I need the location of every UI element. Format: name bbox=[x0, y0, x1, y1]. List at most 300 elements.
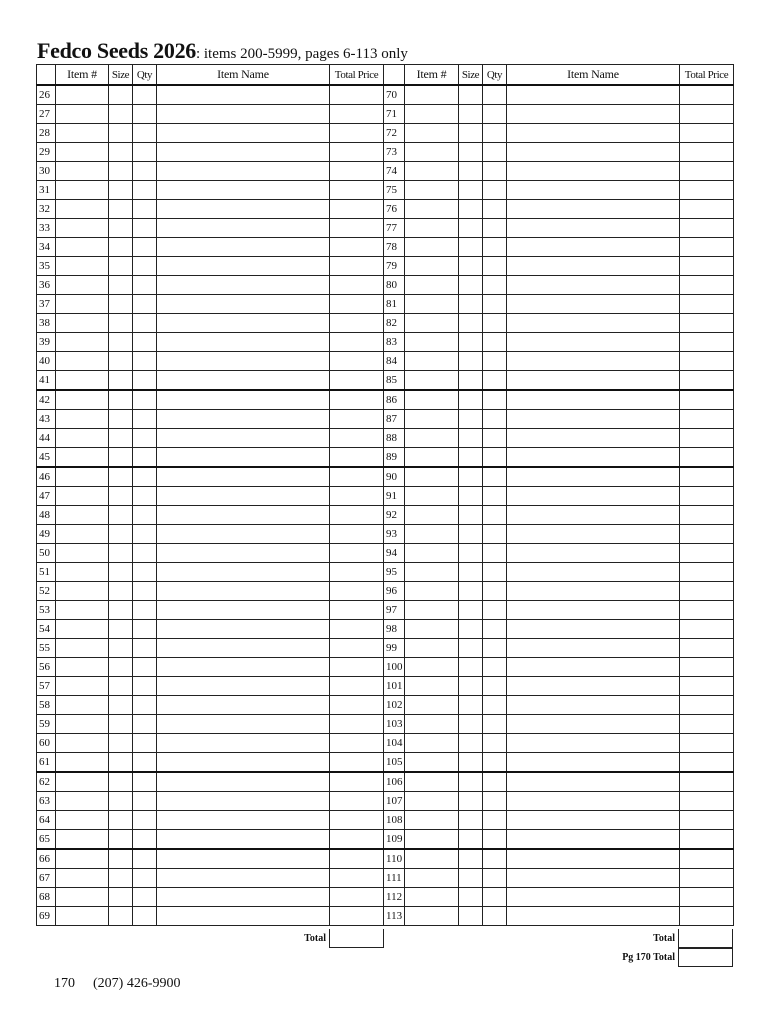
left-size-cell[interactable] bbox=[109, 200, 133, 219]
left-total-price-cell[interactable] bbox=[330, 352, 384, 371]
right-total-price-cell[interactable] bbox=[680, 753, 734, 773]
left-qty-cell[interactable] bbox=[133, 105, 157, 124]
left-item-number-cell[interactable] bbox=[56, 811, 109, 830]
left-item-name-cell[interactable] bbox=[157, 467, 330, 487]
left-total-price-cell[interactable] bbox=[330, 907, 384, 926]
left-item-name-cell[interactable] bbox=[157, 371, 330, 391]
right-item-number-cell[interactable] bbox=[405, 601, 459, 620]
left-total-price-cell[interactable] bbox=[330, 811, 384, 830]
right-qty-cell[interactable] bbox=[483, 563, 507, 582]
right-item-number-cell[interactable] bbox=[405, 582, 459, 601]
right-qty-cell[interactable] bbox=[483, 582, 507, 601]
left-item-number-cell[interactable] bbox=[56, 410, 109, 429]
left-item-name-cell[interactable] bbox=[157, 181, 330, 200]
right-qty-cell[interactable] bbox=[483, 849, 507, 869]
right-item-number-cell[interactable] bbox=[405, 257, 459, 276]
left-total-price-cell[interactable] bbox=[330, 487, 384, 506]
left-qty-cell[interactable] bbox=[133, 582, 157, 601]
right-total-price-cell[interactable] bbox=[680, 582, 734, 601]
left-item-number-cell[interactable] bbox=[56, 314, 109, 333]
right-item-name-cell[interactable] bbox=[507, 696, 680, 715]
left-total-price-cell[interactable] bbox=[330, 849, 384, 869]
left-item-number-cell[interactable] bbox=[56, 429, 109, 448]
left-item-name-cell[interactable] bbox=[157, 276, 330, 295]
right-item-number-cell[interactable] bbox=[405, 658, 459, 677]
right-qty-cell[interactable] bbox=[483, 753, 507, 773]
right-item-number-cell[interactable] bbox=[405, 371, 459, 391]
left-item-number-cell[interactable] bbox=[56, 525, 109, 544]
right-total-price-cell[interactable] bbox=[680, 772, 734, 792]
right-qty-cell[interactable] bbox=[483, 907, 507, 926]
left-qty-cell[interactable] bbox=[133, 181, 157, 200]
left-qty-cell[interactable] bbox=[133, 487, 157, 506]
left-item-number-cell[interactable] bbox=[56, 772, 109, 792]
right-qty-cell[interactable] bbox=[483, 352, 507, 371]
right-size-cell[interactable] bbox=[459, 658, 483, 677]
left-item-number-cell[interactable] bbox=[56, 181, 109, 200]
right-qty-cell[interactable] bbox=[483, 830, 507, 850]
right-size-cell[interactable] bbox=[459, 448, 483, 468]
left-qty-cell[interactable] bbox=[133, 620, 157, 639]
right-size-cell[interactable] bbox=[459, 467, 483, 487]
left-item-number-cell[interactable] bbox=[56, 124, 109, 143]
left-item-name-cell[interactable] bbox=[157, 429, 330, 448]
right-total-price-cell[interactable] bbox=[680, 601, 734, 620]
left-qty-cell[interactable] bbox=[133, 734, 157, 753]
right-item-name-cell[interactable] bbox=[507, 487, 680, 506]
left-item-number-cell[interactable] bbox=[56, 448, 109, 468]
left-size-cell[interactable] bbox=[109, 792, 133, 811]
right-item-name-cell[interactable] bbox=[507, 448, 680, 468]
left-total-price-cell[interactable] bbox=[330, 792, 384, 811]
right-size-cell[interactable] bbox=[459, 429, 483, 448]
right-size-cell[interactable] bbox=[459, 238, 483, 257]
right-total-price-cell[interactable] bbox=[680, 448, 734, 468]
right-qty-cell[interactable] bbox=[483, 601, 507, 620]
left-qty-cell[interactable] bbox=[133, 907, 157, 926]
right-total-price-cell[interactable] bbox=[680, 162, 734, 181]
left-qty-cell[interactable] bbox=[133, 888, 157, 907]
right-size-cell[interactable] bbox=[459, 219, 483, 238]
left-item-number-cell[interactable] bbox=[56, 677, 109, 696]
left-item-number-cell[interactable] bbox=[56, 582, 109, 601]
left-size-cell[interactable] bbox=[109, 601, 133, 620]
left-item-name-cell[interactable] bbox=[157, 200, 330, 219]
right-item-name-cell[interactable] bbox=[507, 219, 680, 238]
left-item-number-cell[interactable] bbox=[56, 295, 109, 314]
right-size-cell[interactable] bbox=[459, 525, 483, 544]
right-item-number-cell[interactable] bbox=[405, 792, 459, 811]
right-qty-cell[interactable] bbox=[483, 811, 507, 830]
right-total-price-cell[interactable] bbox=[680, 181, 734, 200]
left-item-name-cell[interactable] bbox=[157, 792, 330, 811]
left-item-name-cell[interactable] bbox=[157, 849, 330, 869]
left-item-number-cell[interactable] bbox=[56, 639, 109, 658]
right-item-number-cell[interactable] bbox=[405, 314, 459, 333]
right-item-number-cell[interactable] bbox=[405, 200, 459, 219]
right-item-number-cell[interactable] bbox=[405, 410, 459, 429]
left-item-number-cell[interactable] bbox=[56, 544, 109, 563]
right-item-name-cell[interactable] bbox=[507, 620, 680, 639]
right-size-cell[interactable] bbox=[459, 352, 483, 371]
right-item-name-cell[interactable] bbox=[507, 467, 680, 487]
right-size-cell[interactable] bbox=[459, 907, 483, 926]
left-total-price-cell[interactable] bbox=[330, 85, 384, 105]
right-size-cell[interactable] bbox=[459, 487, 483, 506]
left-item-name-cell[interactable] bbox=[157, 314, 330, 333]
left-qty-cell[interactable] bbox=[133, 811, 157, 830]
right-total-price-cell[interactable] bbox=[680, 371, 734, 391]
right-item-name-cell[interactable] bbox=[507, 506, 680, 525]
right-item-number-cell[interactable] bbox=[405, 162, 459, 181]
right-item-number-cell[interactable] bbox=[405, 849, 459, 869]
right-qty-cell[interactable] bbox=[483, 544, 507, 563]
right-total-price-cell[interactable] bbox=[680, 85, 734, 105]
right-item-number-cell[interactable] bbox=[405, 888, 459, 907]
left-item-name-cell[interactable] bbox=[157, 658, 330, 677]
right-total-price-cell[interactable] bbox=[680, 715, 734, 734]
page-total-field[interactable] bbox=[678, 948, 733, 967]
left-qty-cell[interactable] bbox=[133, 639, 157, 658]
left-total-price-cell[interactable] bbox=[330, 506, 384, 525]
right-total-price-cell[interactable] bbox=[680, 276, 734, 295]
left-qty-cell[interactable] bbox=[133, 772, 157, 792]
left-size-cell[interactable] bbox=[109, 105, 133, 124]
left-item-name-cell[interactable] bbox=[157, 753, 330, 773]
left-total-price-cell[interactable] bbox=[330, 429, 384, 448]
left-total-price-cell[interactable] bbox=[330, 390, 384, 410]
right-size-cell[interactable] bbox=[459, 734, 483, 753]
right-qty-cell[interactable] bbox=[483, 869, 507, 888]
right-item-name-cell[interactable] bbox=[507, 677, 680, 696]
left-item-name-cell[interactable] bbox=[157, 888, 330, 907]
left-total-price-cell[interactable] bbox=[330, 620, 384, 639]
left-item-number-cell[interactable] bbox=[56, 238, 109, 257]
left-total-price-cell[interactable] bbox=[330, 544, 384, 563]
right-qty-cell[interactable] bbox=[483, 487, 507, 506]
left-item-name-cell[interactable] bbox=[157, 734, 330, 753]
left-item-name-cell[interactable] bbox=[157, 696, 330, 715]
left-item-name-cell[interactable] bbox=[157, 506, 330, 525]
left-total-price-cell[interactable] bbox=[330, 276, 384, 295]
left-size-cell[interactable] bbox=[109, 907, 133, 926]
right-size-cell[interactable] bbox=[459, 849, 483, 869]
left-item-number-cell[interactable] bbox=[56, 162, 109, 181]
left-size-cell[interactable] bbox=[109, 143, 133, 162]
left-total-price-cell[interactable] bbox=[330, 696, 384, 715]
left-size-cell[interactable] bbox=[109, 658, 133, 677]
left-item-number-cell[interactable] bbox=[56, 830, 109, 850]
right-total-price-cell[interactable] bbox=[680, 467, 734, 487]
right-total-price-cell[interactable] bbox=[680, 238, 734, 257]
left-total-price-cell[interactable] bbox=[330, 830, 384, 850]
left-size-cell[interactable] bbox=[109, 448, 133, 468]
right-item-number-cell[interactable] bbox=[405, 734, 459, 753]
left-item-name-cell[interactable] bbox=[157, 333, 330, 352]
left-size-cell[interactable] bbox=[109, 352, 133, 371]
right-item-number-cell[interactable] bbox=[405, 563, 459, 582]
right-item-number-cell[interactable] bbox=[405, 276, 459, 295]
left-total-price-cell[interactable] bbox=[330, 143, 384, 162]
right-item-number-cell[interactable] bbox=[405, 352, 459, 371]
right-item-name-cell[interactable] bbox=[507, 314, 680, 333]
left-total-price-cell[interactable] bbox=[330, 124, 384, 143]
left-qty-cell[interactable] bbox=[133, 677, 157, 696]
right-item-name-cell[interactable] bbox=[507, 734, 680, 753]
right-item-number-cell[interactable] bbox=[405, 143, 459, 162]
right-total-price-cell[interactable] bbox=[680, 429, 734, 448]
left-qty-cell[interactable] bbox=[133, 792, 157, 811]
left-qty-cell[interactable] bbox=[133, 448, 157, 468]
right-item-number-cell[interactable] bbox=[405, 830, 459, 850]
right-size-cell[interactable] bbox=[459, 715, 483, 734]
right-item-number-cell[interactable] bbox=[405, 772, 459, 792]
left-total-price-cell[interactable] bbox=[330, 219, 384, 238]
left-total-price-cell[interactable] bbox=[330, 563, 384, 582]
left-size-cell[interactable] bbox=[109, 582, 133, 601]
left-item-number-cell[interactable] bbox=[56, 200, 109, 219]
right-total-price-cell[interactable] bbox=[680, 734, 734, 753]
right-qty-cell[interactable] bbox=[483, 390, 507, 410]
left-item-number-cell[interactable] bbox=[56, 753, 109, 773]
left-item-number-cell[interactable] bbox=[56, 907, 109, 926]
left-item-name-cell[interactable] bbox=[157, 295, 330, 314]
right-qty-cell[interactable] bbox=[483, 238, 507, 257]
right-item-name-cell[interactable] bbox=[507, 830, 680, 850]
right-item-name-cell[interactable] bbox=[507, 390, 680, 410]
right-item-number-cell[interactable] bbox=[405, 506, 459, 525]
right-item-name-cell[interactable] bbox=[507, 563, 680, 582]
left-total-price-cell[interactable] bbox=[330, 200, 384, 219]
right-size-cell[interactable] bbox=[459, 753, 483, 773]
right-size-cell[interactable] bbox=[459, 677, 483, 696]
right-total-price-cell[interactable] bbox=[680, 314, 734, 333]
right-size-cell[interactable] bbox=[459, 295, 483, 314]
left-qty-cell[interactable] bbox=[133, 601, 157, 620]
left-item-number-cell[interactable] bbox=[56, 371, 109, 391]
left-total-price-cell[interactable] bbox=[330, 525, 384, 544]
left-qty-cell[interactable] bbox=[133, 525, 157, 544]
right-size-cell[interactable] bbox=[459, 276, 483, 295]
left-total-price-cell[interactable] bbox=[330, 314, 384, 333]
left-item-name-cell[interactable] bbox=[157, 544, 330, 563]
right-total-price-cell[interactable] bbox=[680, 390, 734, 410]
left-item-name-cell[interactable] bbox=[157, 143, 330, 162]
right-size-cell[interactable] bbox=[459, 869, 483, 888]
right-qty-cell[interactable] bbox=[483, 162, 507, 181]
left-qty-cell[interactable] bbox=[133, 85, 157, 105]
left-item-name-cell[interactable] bbox=[157, 162, 330, 181]
right-total-price-cell[interactable] bbox=[680, 811, 734, 830]
right-qty-cell[interactable] bbox=[483, 429, 507, 448]
right-item-number-cell[interactable] bbox=[405, 811, 459, 830]
right-total-price-cell[interactable] bbox=[680, 295, 734, 314]
left-item-name-cell[interactable] bbox=[157, 677, 330, 696]
left-qty-cell[interactable] bbox=[133, 869, 157, 888]
right-item-number-cell[interactable] bbox=[405, 544, 459, 563]
left-size-cell[interactable] bbox=[109, 639, 133, 658]
left-size-cell[interactable] bbox=[109, 506, 133, 525]
right-item-number-cell[interactable] bbox=[405, 105, 459, 124]
left-item-number-cell[interactable] bbox=[56, 792, 109, 811]
left-total-price-cell[interactable] bbox=[330, 295, 384, 314]
left-item-name-cell[interactable] bbox=[157, 811, 330, 830]
left-size-cell[interactable] bbox=[109, 487, 133, 506]
left-item-number-cell[interactable] bbox=[56, 658, 109, 677]
right-total-price-cell[interactable] bbox=[680, 792, 734, 811]
right-qty-cell[interactable] bbox=[483, 371, 507, 391]
left-size-cell[interactable] bbox=[109, 429, 133, 448]
left-size-cell[interactable] bbox=[109, 563, 133, 582]
right-qty-cell[interactable] bbox=[483, 124, 507, 143]
left-total-price-cell[interactable] bbox=[330, 333, 384, 352]
right-item-name-cell[interactable] bbox=[507, 907, 680, 926]
left-qty-cell[interactable] bbox=[133, 200, 157, 219]
right-total-price-cell[interactable] bbox=[680, 888, 734, 907]
left-qty-cell[interactable] bbox=[133, 563, 157, 582]
right-qty-cell[interactable] bbox=[483, 658, 507, 677]
right-item-name-cell[interactable] bbox=[507, 124, 680, 143]
left-qty-cell[interactable] bbox=[133, 658, 157, 677]
right-item-name-cell[interactable] bbox=[507, 888, 680, 907]
left-item-number-cell[interactable] bbox=[56, 620, 109, 639]
left-total-price-cell[interactable] bbox=[330, 162, 384, 181]
left-item-name-cell[interactable] bbox=[157, 830, 330, 850]
right-item-name-cell[interactable] bbox=[507, 105, 680, 124]
left-size-cell[interactable] bbox=[109, 849, 133, 869]
left-size-cell[interactable] bbox=[109, 544, 133, 563]
right-item-number-cell[interactable] bbox=[405, 620, 459, 639]
right-qty-cell[interactable] bbox=[483, 696, 507, 715]
right-total-price-cell[interactable] bbox=[680, 410, 734, 429]
right-size-cell[interactable] bbox=[459, 696, 483, 715]
left-total-price-cell[interactable] bbox=[330, 257, 384, 276]
left-item-name-cell[interactable] bbox=[157, 715, 330, 734]
left-total-price-cell[interactable] bbox=[330, 238, 384, 257]
right-item-name-cell[interactable] bbox=[507, 869, 680, 888]
left-qty-cell[interactable] bbox=[133, 124, 157, 143]
left-qty-cell[interactable] bbox=[133, 257, 157, 276]
right-qty-cell[interactable] bbox=[483, 105, 507, 124]
left-qty-cell[interactable] bbox=[133, 506, 157, 525]
right-total-price-cell[interactable] bbox=[680, 849, 734, 869]
right-qty-cell[interactable] bbox=[483, 410, 507, 429]
right-item-number-cell[interactable] bbox=[405, 467, 459, 487]
left-qty-cell[interactable] bbox=[133, 429, 157, 448]
right-item-number-cell[interactable] bbox=[405, 124, 459, 143]
left-size-cell[interactable] bbox=[109, 295, 133, 314]
right-item-name-cell[interactable] bbox=[507, 525, 680, 544]
left-qty-cell[interactable] bbox=[133, 352, 157, 371]
right-item-number-cell[interactable] bbox=[405, 677, 459, 696]
right-item-name-cell[interactable] bbox=[507, 295, 680, 314]
right-item-name-cell[interactable] bbox=[507, 276, 680, 295]
left-item-number-cell[interactable] bbox=[56, 849, 109, 869]
left-total-price-cell[interactable] bbox=[330, 734, 384, 753]
left-item-number-cell[interactable] bbox=[56, 105, 109, 124]
right-qty-cell[interactable] bbox=[483, 734, 507, 753]
right-item-name-cell[interactable] bbox=[507, 811, 680, 830]
right-size-cell[interactable] bbox=[459, 639, 483, 658]
left-item-number-cell[interactable] bbox=[56, 734, 109, 753]
right-item-number-cell[interactable] bbox=[405, 869, 459, 888]
left-size-cell[interactable] bbox=[109, 219, 133, 238]
left-qty-cell[interactable] bbox=[133, 276, 157, 295]
right-total-price-cell[interactable] bbox=[680, 124, 734, 143]
left-item-number-cell[interactable] bbox=[56, 869, 109, 888]
left-item-number-cell[interactable] bbox=[56, 143, 109, 162]
right-size-cell[interactable] bbox=[459, 888, 483, 907]
right-total-price-cell[interactable] bbox=[680, 696, 734, 715]
left-size-cell[interactable] bbox=[109, 371, 133, 391]
left-total-price-cell[interactable] bbox=[330, 658, 384, 677]
right-total-price-cell[interactable] bbox=[680, 677, 734, 696]
right-total-price-cell[interactable] bbox=[680, 639, 734, 658]
right-size-cell[interactable] bbox=[459, 162, 483, 181]
right-qty-cell[interactable] bbox=[483, 525, 507, 544]
left-size-cell[interactable] bbox=[109, 410, 133, 429]
left-qty-cell[interactable] bbox=[133, 830, 157, 850]
left-item-name-cell[interactable] bbox=[157, 869, 330, 888]
left-qty-cell[interactable] bbox=[133, 314, 157, 333]
left-item-name-cell[interactable] bbox=[157, 639, 330, 658]
left-item-name-cell[interactable] bbox=[157, 601, 330, 620]
left-size-cell[interactable] bbox=[109, 314, 133, 333]
right-size-cell[interactable] bbox=[459, 200, 483, 219]
left-qty-cell[interactable] bbox=[133, 371, 157, 391]
right-item-number-cell[interactable] bbox=[405, 390, 459, 410]
left-total-price-cell[interactable] bbox=[330, 582, 384, 601]
right-item-number-cell[interactable] bbox=[405, 753, 459, 773]
right-size-cell[interactable] bbox=[459, 105, 483, 124]
left-size-cell[interactable] bbox=[109, 390, 133, 410]
left-item-name-cell[interactable] bbox=[157, 487, 330, 506]
right-qty-cell[interactable] bbox=[483, 219, 507, 238]
right-item-number-cell[interactable] bbox=[405, 333, 459, 352]
right-item-name-cell[interactable] bbox=[507, 601, 680, 620]
right-item-name-cell[interactable] bbox=[507, 333, 680, 352]
right-qty-cell[interactable] bbox=[483, 448, 507, 468]
right-qty-cell[interactable] bbox=[483, 792, 507, 811]
left-total-price-cell[interactable] bbox=[330, 772, 384, 792]
left-item-number-cell[interactable] bbox=[56, 888, 109, 907]
left-size-cell[interactable] bbox=[109, 620, 133, 639]
left-size-cell[interactable] bbox=[109, 734, 133, 753]
left-qty-cell[interactable] bbox=[133, 544, 157, 563]
right-qty-cell[interactable] bbox=[483, 276, 507, 295]
right-size-cell[interactable] bbox=[459, 563, 483, 582]
left-size-cell[interactable] bbox=[109, 276, 133, 295]
right-item-name-cell[interactable] bbox=[507, 143, 680, 162]
right-item-name-cell[interactable] bbox=[507, 772, 680, 792]
right-size-cell[interactable] bbox=[459, 582, 483, 601]
right-size-cell[interactable] bbox=[459, 544, 483, 563]
left-item-number-cell[interactable] bbox=[56, 601, 109, 620]
left-item-number-cell[interactable] bbox=[56, 563, 109, 582]
right-total-price-cell[interactable] bbox=[680, 487, 734, 506]
right-item-number-cell[interactable] bbox=[405, 238, 459, 257]
right-item-name-cell[interactable] bbox=[507, 238, 680, 257]
right-qty-cell[interactable] bbox=[483, 85, 507, 105]
left-item-number-cell[interactable] bbox=[56, 219, 109, 238]
left-size-cell[interactable] bbox=[109, 811, 133, 830]
right-size-cell[interactable] bbox=[459, 506, 483, 525]
left-item-name-cell[interactable] bbox=[157, 772, 330, 792]
right-item-name-cell[interactable] bbox=[507, 352, 680, 371]
left-qty-cell[interactable] bbox=[133, 295, 157, 314]
left-size-cell[interactable] bbox=[109, 467, 133, 487]
left-size-cell[interactable] bbox=[109, 830, 133, 850]
